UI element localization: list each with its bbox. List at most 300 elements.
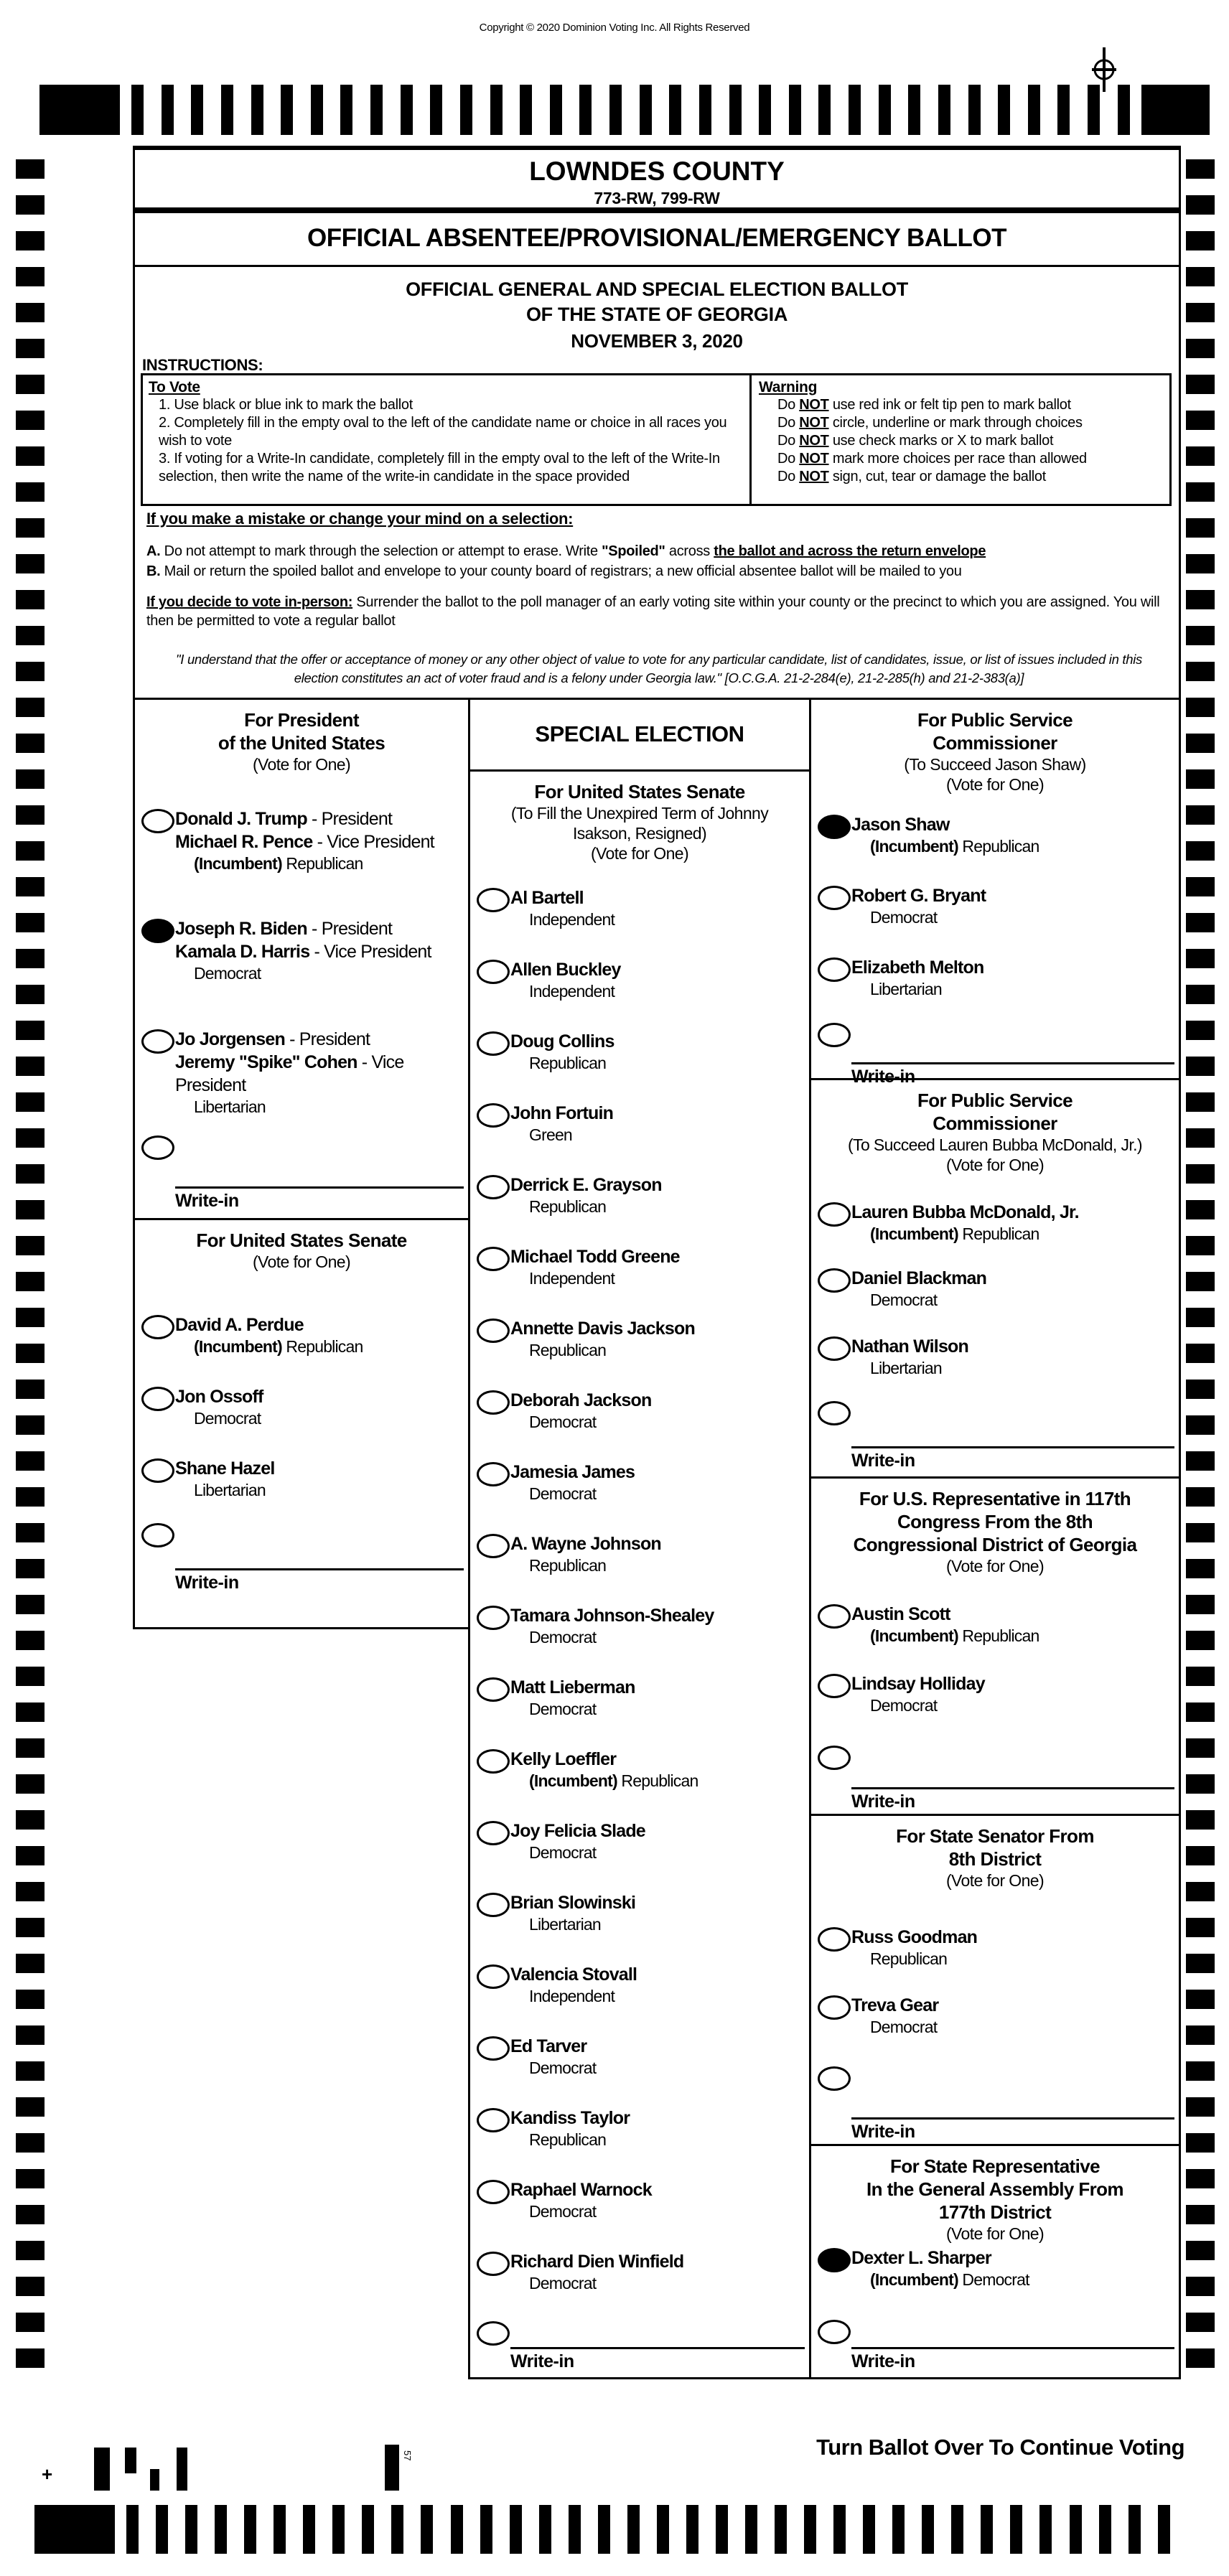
edge-mark bbox=[1186, 2277, 1215, 2296]
race-header bbox=[811, 700, 1179, 795]
selection-oval[interactable] bbox=[477, 1031, 510, 1056]
candidate-name-bold: Al Bartell bbox=[510, 888, 584, 908]
edge-mark bbox=[1186, 1810, 1215, 1830]
race-title-line: For United States Senate bbox=[196, 1230, 407, 1251]
race-subtitle-line: (To Fill the Unexpired Term of Johnny bbox=[510, 804, 769, 823]
candidate-row bbox=[811, 1335, 1179, 1405]
candidate-row bbox=[811, 1926, 1179, 1995]
candidate-party bbox=[529, 1699, 806, 1720]
barcode-bar bbox=[150, 2469, 159, 2491]
race-title-line: For Public Service bbox=[917, 709, 1073, 731]
candidate-name bbox=[510, 1532, 806, 1555]
party-name: Republican bbox=[529, 1341, 607, 1359]
party-name: Libertarian bbox=[870, 1359, 942, 1377]
write-in-oval[interactable] bbox=[477, 2321, 510, 2346]
barcode-bar bbox=[177, 2448, 187, 2491]
running-mate-office-suffix: - Vice President bbox=[175, 1052, 404, 1095]
candidate-name bbox=[510, 1317, 806, 1340]
edge-mark bbox=[16, 1272, 45, 1291]
column-middle bbox=[468, 700, 811, 2379]
edge-mark bbox=[1186, 1954, 1215, 1973]
candidate-row bbox=[470, 1174, 809, 1245]
candidate-name bbox=[510, 1245, 806, 1268]
race-subtitle-line: (Vote for One) bbox=[590, 844, 689, 863]
candidate-party bbox=[870, 979, 1176, 1000]
edge-mark bbox=[16, 1523, 45, 1542]
write-in-label: Write-in bbox=[851, 1067, 915, 1087]
party-name: Independent bbox=[529, 1987, 615, 2005]
candidate-row bbox=[811, 1267, 1179, 1336]
candidate-row bbox=[470, 1676, 809, 1748]
election-date: NOVEMBER 3, 2020 bbox=[571, 330, 743, 352]
edge-mark bbox=[16, 841, 45, 861]
write-in-oval[interactable] bbox=[818, 1746, 851, 1770]
candidate-name bbox=[510, 2107, 806, 2130]
warning-item: Do NOT circle, underline or mark through choices bbox=[777, 415, 1083, 431]
selection-oval[interactable] bbox=[477, 1749, 510, 1774]
incumbent-label: (Incumbent) bbox=[194, 1337, 282, 1356]
edge-mark bbox=[16, 2061, 45, 2081]
candidate-party bbox=[194, 853, 465, 874]
candidate-text bbox=[851, 2247, 1176, 2290]
instructions-box bbox=[141, 373, 1172, 506]
ballot-style-number: 773-RW, 799-RW bbox=[594, 189, 720, 207]
candidate-row bbox=[135, 1457, 468, 1529]
selection-oval-filled[interactable] bbox=[141, 919, 174, 943]
race-subtitle-line: (Vote for One) bbox=[252, 1252, 351, 1271]
write-in-line[interactable] bbox=[175, 1186, 464, 1212]
candidate-name bbox=[175, 1313, 465, 1336]
edge-mark bbox=[16, 554, 45, 573]
edge-mark bbox=[16, 339, 45, 358]
candidate-row bbox=[470, 1748, 809, 1819]
selection-oval[interactable] bbox=[477, 1103, 510, 1128]
edge-mark bbox=[16, 2313, 45, 2332]
party-name: Libertarian bbox=[194, 1097, 266, 1116]
write-in-oval[interactable] bbox=[141, 1135, 174, 1160]
candidate-row bbox=[811, 884, 1179, 954]
candidate-text bbox=[510, 1891, 806, 1935]
race-header bbox=[135, 1220, 468, 1272]
timing-mark bbox=[627, 2505, 640, 2554]
party-name: Republican bbox=[529, 2130, 607, 2149]
candidate-row bbox=[811, 1201, 1179, 1270]
write-in-row bbox=[135, 1134, 468, 1184]
candidate-text bbox=[175, 807, 465, 874]
candidate-name bbox=[851, 1201, 1176, 1224]
race-left-1 bbox=[135, 1220, 468, 1629]
selection-oval[interactable] bbox=[477, 2180, 510, 2204]
candidate-text bbox=[510, 1245, 806, 1289]
barcode-bar bbox=[125, 2448, 136, 2473]
running-mate-name: Jeremy "Spike" Cohen bbox=[175, 1052, 358, 1072]
write-in-oval[interactable] bbox=[818, 1023, 851, 1047]
candidate-name bbox=[175, 807, 465, 830]
party-name: Republican bbox=[870, 1949, 948, 1968]
race-title-line: For State Senator From bbox=[896, 1825, 1094, 1847]
timing-mark bbox=[804, 2505, 816, 2554]
timing-mark bbox=[981, 2505, 993, 2554]
edge-mark bbox=[1186, 1272, 1215, 1291]
candidate-text bbox=[510, 2107, 806, 2150]
race-right-1 bbox=[811, 1080, 1179, 1479]
candidate-name-bold: Daniel Blackman bbox=[851, 1268, 987, 1288]
race-right-2 bbox=[811, 1479, 1179, 1816]
selection-oval[interactable] bbox=[477, 1677, 510, 1702]
timing-mark bbox=[1128, 2505, 1141, 2554]
selection-oval-filled[interactable] bbox=[818, 815, 851, 839]
edge-mark bbox=[16, 1702, 45, 1722]
write-in-oval[interactable] bbox=[141, 1523, 174, 1547]
timing-mark bbox=[539, 2505, 551, 2554]
selection-oval[interactable] bbox=[818, 1674, 851, 1698]
edge-mark bbox=[16, 1810, 45, 1830]
selection-oval[interactable] bbox=[818, 1202, 851, 1227]
selection-oval[interactable] bbox=[477, 2252, 510, 2276]
timing-mark bbox=[879, 85, 891, 135]
party-name: Green bbox=[529, 1125, 572, 1144]
candidate-party bbox=[870, 1626, 1176, 1647]
candidate-office-suffix: - President bbox=[307, 809, 393, 829]
candidate-text bbox=[175, 1313, 465, 1357]
race-subtitle-line: Isakson, Resigned) bbox=[572, 824, 707, 843]
candidate-row bbox=[135, 1385, 468, 1457]
running-mate-name: Michael R. Pence bbox=[175, 832, 313, 852]
candidate-name-bold: Valencia Stovall bbox=[510, 1964, 637, 1985]
party-name: Democrat bbox=[529, 1700, 597, 1718]
edge-mark bbox=[1186, 518, 1215, 538]
edge-mark bbox=[1186, 1236, 1215, 1255]
candidate-row bbox=[811, 956, 1179, 1026]
candidate-row bbox=[135, 1313, 468, 1385]
edge-mark bbox=[1186, 1164, 1215, 1184]
candidate-party bbox=[529, 1412, 806, 1433]
candidate-party bbox=[194, 1336, 465, 1357]
selection-oval[interactable] bbox=[477, 1821, 510, 1845]
edge-mark bbox=[1186, 626, 1215, 645]
candidate-row bbox=[470, 2035, 809, 2107]
write-in-row bbox=[811, 2065, 1179, 2115]
edge-mark bbox=[16, 1487, 45, 1507]
copyright-text: Copyright © 2020 Dominion Voting Inc. All Rights Reserved bbox=[479, 22, 750, 34]
selection-oval[interactable] bbox=[477, 2036, 510, 2061]
candidate-text bbox=[851, 884, 1176, 928]
instructions-label: INSTRUCTIONS: bbox=[142, 356, 263, 374]
candidate-text bbox=[510, 1317, 806, 1361]
timing-mark bbox=[421, 2505, 433, 2554]
candidate-row bbox=[470, 1532, 809, 1604]
race-header bbox=[811, 2146, 1179, 2244]
candidate-row bbox=[470, 1102, 809, 1174]
selection-oval[interactable] bbox=[477, 1606, 510, 1630]
candidate-name-bold: Shane Hazel bbox=[175, 1458, 275, 1479]
timing-block-right bbox=[1141, 85, 1210, 135]
candidate-name bbox=[851, 813, 1176, 836]
race-title-line: Congressional District of Georgia bbox=[853, 1534, 1137, 1555]
selection-oval[interactable] bbox=[818, 1604, 851, 1629]
mistake-item-a: A. Do not attempt to mark through the selection or attempt to erase. Write "Spoiled" across the ballot and across the return envelope bbox=[146, 543, 986, 559]
timing-mark bbox=[510, 2505, 522, 2554]
edge-mark bbox=[16, 2348, 45, 2368]
edge-mark bbox=[16, 1559, 45, 1578]
candidate-party bbox=[529, 1555, 806, 1576]
candidate-party bbox=[870, 1290, 1176, 1311]
candidate-party bbox=[529, 2130, 806, 2150]
candidate-name-bold: Annette Davis Jackson bbox=[510, 1319, 695, 1339]
candidate-name-bold: Jason Shaw bbox=[851, 815, 950, 835]
write-in-line[interactable] bbox=[851, 2347, 1174, 2372]
selection-oval[interactable] bbox=[477, 1247, 510, 1271]
selection-oval[interactable] bbox=[141, 1029, 174, 1054]
timing-mark bbox=[274, 2505, 286, 2554]
party-name: Democrat bbox=[870, 1291, 938, 1309]
edge-mark bbox=[1186, 1523, 1215, 1542]
candidate-text bbox=[510, 1676, 806, 1720]
candidate-party bbox=[870, 1949, 1176, 1970]
race-title-line: Congress From the 8th bbox=[897, 1511, 1093, 1532]
timing-mark bbox=[126, 2505, 139, 2554]
candidate-text bbox=[510, 1532, 806, 1576]
edge-mark bbox=[1186, 482, 1215, 502]
candidate-party bbox=[870, 1358, 1176, 1379]
candidate-party bbox=[194, 1408, 465, 1429]
edge-mark bbox=[16, 1738, 45, 1758]
write-in-line[interactable] bbox=[175, 1568, 464, 1593]
candidate-name-bold: Dexter L. Sharper bbox=[851, 2248, 991, 2268]
selection-oval[interactable] bbox=[477, 1534, 510, 1558]
edge-mark bbox=[16, 949, 45, 968]
edge-mark bbox=[16, 2241, 45, 2260]
candidate-party bbox=[529, 1125, 806, 1146]
timing-mark bbox=[1118, 85, 1130, 135]
to-vote-item: 1. Use black or blue ink to mark the ballot bbox=[159, 397, 413, 413]
edge-mark bbox=[16, 590, 45, 609]
to-vote-section bbox=[143, 375, 752, 504]
write-in-label: Write-in bbox=[851, 1792, 915, 1812]
timing-mark bbox=[729, 85, 742, 135]
edge-mark bbox=[1186, 1344, 1215, 1363]
edge-mark bbox=[1186, 2061, 1215, 2081]
candidate-party bbox=[870, 2270, 1176, 2290]
warning-item: Do NOT sign, cut, tear or damage the ballot bbox=[777, 469, 1046, 484]
candidate-name-bold: Ed Tarver bbox=[510, 2036, 587, 2056]
candidate-party bbox=[529, 2058, 806, 2079]
candidate-name bbox=[510, 2035, 806, 2058]
party-name: Democrat bbox=[870, 2018, 938, 2036]
race-right-4 bbox=[811, 2146, 1179, 2379]
selection-oval[interactable] bbox=[477, 1462, 510, 1486]
party-name: Democrat bbox=[529, 2202, 597, 2221]
edge-mark bbox=[1186, 339, 1215, 358]
edge-mark bbox=[1186, 734, 1215, 753]
race-title-line: For State Representative bbox=[890, 2155, 1100, 2177]
candidate-party bbox=[529, 1484, 806, 1504]
timing-mark bbox=[699, 85, 711, 135]
selection-oval[interactable] bbox=[477, 960, 510, 984]
write-in-line[interactable] bbox=[851, 2117, 1174, 2142]
candidate-name-bold: Nathan Wilson bbox=[851, 1336, 968, 1357]
candidate-running-mate bbox=[175, 940, 465, 963]
party-name: Democrat bbox=[870, 908, 938, 927]
edge-mark bbox=[1186, 2025, 1215, 2045]
race-subtitle-line: (Vote for One) bbox=[252, 755, 351, 774]
candidate-name bbox=[510, 1676, 806, 1699]
edge-mark bbox=[1186, 2169, 1215, 2188]
edge-mark bbox=[16, 1918, 45, 1937]
selection-oval[interactable] bbox=[818, 1995, 851, 2020]
edge-mark bbox=[16, 411, 45, 430]
selection-oval[interactable] bbox=[477, 1390, 510, 1415]
candidate-running-mate bbox=[175, 1051, 465, 1097]
candidate-name bbox=[510, 1102, 806, 1125]
selection-oval[interactable] bbox=[477, 2108, 510, 2132]
candidate-name-bold: Lauren Bubba McDonald, Jr. bbox=[851, 1202, 1079, 1222]
party-name: Republican bbox=[621, 1771, 698, 1790]
timing-mark bbox=[1039, 2505, 1052, 2554]
candidate-text bbox=[175, 1457, 465, 1501]
selection-oval[interactable] bbox=[141, 1458, 174, 1483]
election-title-line2: OF THE STATE OF GEORGIA bbox=[525, 304, 788, 325]
running-mate-office-suffix: - Vice President bbox=[312, 832, 434, 852]
race-title-line: Commissioner bbox=[933, 732, 1057, 754]
candidate-name-bold: Donald J. Trump bbox=[175, 809, 307, 829]
turn-ballot-over-text: Turn Ballot Over To Continue Voting bbox=[816, 2435, 1184, 2460]
candidate-row bbox=[135, 1028, 468, 1135]
selection-oval[interactable] bbox=[818, 1268, 851, 1293]
race-right-0 bbox=[811, 700, 1179, 1087]
selection-oval[interactable] bbox=[818, 886, 851, 910]
race-middle-0 bbox=[470, 772, 809, 2379]
timing-mark bbox=[938, 85, 950, 135]
candidate-text bbox=[851, 1603, 1176, 1647]
timing-mark bbox=[789, 85, 801, 135]
edge-mark bbox=[1186, 1415, 1215, 1435]
party-name: Republican bbox=[962, 1626, 1039, 1645]
selection-oval[interactable] bbox=[141, 1387, 174, 1411]
candidate-text bbox=[851, 1672, 1176, 1716]
candidate-name-bold: Elizabeth Melton bbox=[851, 957, 984, 978]
incumbent-label: (Incumbent) bbox=[870, 837, 958, 856]
warning-item: Do NOT use red ink or felt tip pen to mark ballot bbox=[777, 397, 1071, 413]
timing-mark bbox=[775, 2505, 787, 2554]
candidate-party bbox=[529, 1986, 806, 2007]
candidate-text bbox=[510, 1102, 806, 1146]
edge-mark bbox=[1186, 1487, 1215, 1507]
stub-number: 57 bbox=[402, 2450, 413, 2461]
edge-mark bbox=[1186, 267, 1215, 286]
write-in-oval[interactable] bbox=[818, 2066, 851, 2091]
race-subtitle-line: (Vote for One) bbox=[945, 775, 1045, 794]
edge-mark bbox=[1186, 1380, 1215, 1399]
candidate-text bbox=[510, 1030, 806, 1074]
edge-mark bbox=[1186, 1092, 1215, 1112]
candidate-party bbox=[529, 2201, 806, 2222]
candidate-row bbox=[470, 1317, 809, 1389]
timing-mark bbox=[1099, 2505, 1111, 2554]
candidate-name bbox=[851, 1335, 1176, 1358]
selection-oval[interactable] bbox=[818, 1336, 851, 1361]
write-in-oval[interactable] bbox=[818, 1401, 851, 1425]
party-name: Libertarian bbox=[870, 980, 942, 998]
selection-oval[interactable] bbox=[477, 1175, 510, 1199]
timing-mark bbox=[657, 2505, 669, 2554]
incumbent-label: (Incumbent) bbox=[870, 2270, 958, 2289]
party-name: Libertarian bbox=[529, 1915, 601, 1934]
ballot-title: OFFICIAL ABSENTEE/PROVISIONAL/EMERGENCY BALLOT bbox=[307, 224, 1006, 252]
candidate-row bbox=[470, 1604, 809, 1676]
edge-mark bbox=[1186, 841, 1215, 861]
write-in-line[interactable] bbox=[851, 1446, 1174, 1471]
candidate-row bbox=[135, 917, 468, 1025]
candidate-row bbox=[470, 2107, 809, 2178]
timing-mark bbox=[550, 85, 562, 135]
candidate-row bbox=[811, 813, 1179, 883]
edge-mark bbox=[16, 159, 45, 179]
instructions-section bbox=[133, 267, 1181, 700]
edge-mark bbox=[1186, 1308, 1215, 1327]
edge-mark bbox=[1186, 2348, 1215, 2368]
candidate-name bbox=[510, 1461, 806, 1484]
timing-mark bbox=[745, 2505, 757, 2554]
candidate-name bbox=[510, 1389, 806, 1412]
to-vote-item: 2. Completely fill in the empty oval to the left of the candidate name or choice in all races you wish to vote bbox=[159, 415, 727, 449]
selection-oval[interactable] bbox=[477, 888, 510, 912]
candidate-text bbox=[510, 1819, 806, 1863]
candidate-name bbox=[175, 1028, 465, 1051]
edge-mark bbox=[16, 1164, 45, 1184]
candidate-party bbox=[529, 1842, 806, 1863]
candidate-name-bold: Jamesia James bbox=[510, 1462, 635, 1482]
timing-mark bbox=[968, 85, 981, 135]
timing-mark bbox=[303, 2505, 315, 2554]
selection-oval[interactable] bbox=[477, 1319, 510, 1343]
selection-oval[interactable] bbox=[141, 1315, 174, 1339]
candidate-name bbox=[175, 1385, 465, 1408]
selection-oval-filled[interactable] bbox=[818, 2248, 851, 2272]
edge-mark bbox=[16, 2205, 45, 2224]
selection-oval[interactable] bbox=[141, 809, 174, 833]
edge-mark bbox=[16, 482, 45, 502]
selection-oval[interactable] bbox=[477, 1964, 510, 1989]
edge-mark bbox=[16, 1308, 45, 1327]
edge-mark bbox=[16, 267, 45, 286]
candidate-name bbox=[510, 1604, 806, 1627]
warning-item: Do NOT use check marks or X to mark ballot bbox=[777, 433, 1054, 449]
timing-mark bbox=[716, 2505, 728, 2554]
candidate-row bbox=[811, 1672, 1179, 1742]
write-in-label: Write-in bbox=[175, 1573, 239, 1593]
selection-oval[interactable] bbox=[818, 957, 851, 982]
timing-mark bbox=[520, 85, 532, 135]
race-subtitle-line: (Vote for One) bbox=[945, 1871, 1045, 1890]
selection-oval[interactable] bbox=[818, 1927, 851, 1952]
party-name: Democrat bbox=[529, 1413, 597, 1431]
selection-oval[interactable] bbox=[477, 1893, 510, 1917]
party-name: Democrat bbox=[194, 1409, 261, 1428]
write-in-line[interactable] bbox=[851, 1787, 1174, 1812]
timing-mark bbox=[849, 85, 861, 135]
candidate-name bbox=[510, 1030, 806, 1053]
write-in-oval[interactable] bbox=[818, 2320, 851, 2344]
timing-mark bbox=[215, 2505, 227, 2554]
edge-mark bbox=[1186, 1882, 1215, 1901]
edge-mark bbox=[16, 303, 45, 322]
write-in-line[interactable] bbox=[510, 2347, 805, 2372]
write-in-row bbox=[135, 1522, 468, 1572]
edge-mark bbox=[1186, 1667, 1215, 1686]
warning-item: Do NOT mark more choices per race than allowed bbox=[777, 451, 1087, 467]
timing-mark bbox=[490, 85, 503, 135]
